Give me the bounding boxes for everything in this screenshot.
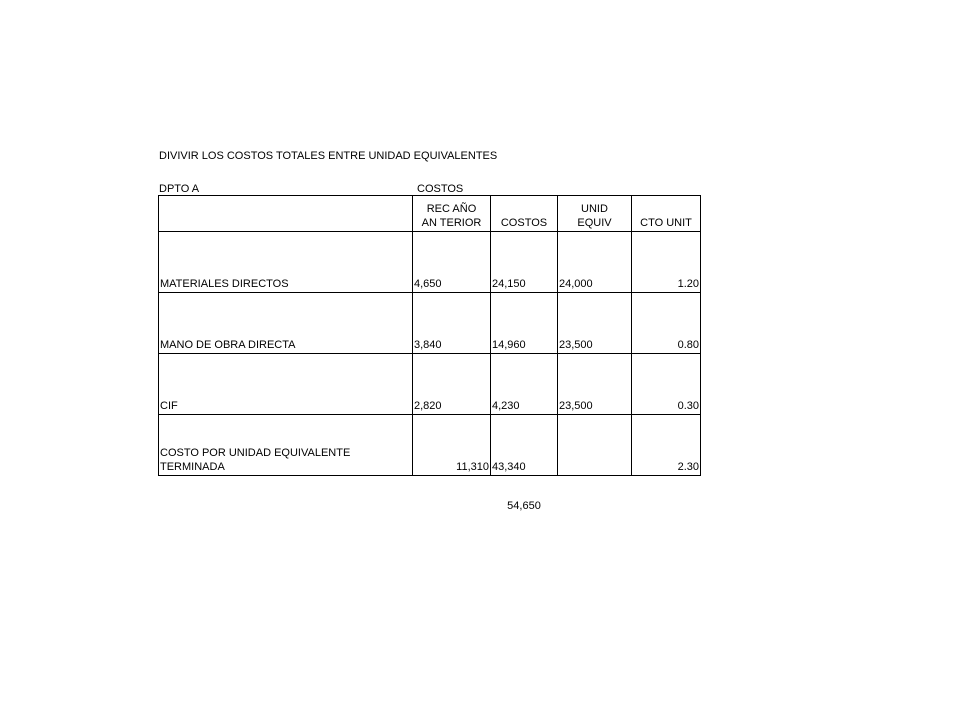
total-rec-value: 11,310 <box>413 415 491 476</box>
row-rec-value: 3,840 <box>413 293 491 354</box>
header-rec-ano-anterior <box>413 196 491 232</box>
row-cto-value: 0.80 <box>632 293 701 354</box>
header-rec-line1: REC AÑO <box>426 203 477 215</box>
total-row-label <box>159 415 413 476</box>
grand-total: 54,650 <box>507 500 541 512</box>
row-costos-value: 24,150 <box>491 232 558 293</box>
table-row <box>159 354 701 415</box>
row-unid-value: 23,500 <box>558 354 632 415</box>
row-cto-value: 0.30 <box>632 354 701 415</box>
total-unid-value <box>558 415 632 476</box>
row-unid-value: 24,000 <box>558 232 632 293</box>
table-row <box>159 293 701 354</box>
row-label: MANO DE OBRA DIRECTA <box>159 293 413 354</box>
row-rec-value: 2,820 <box>413 354 491 415</box>
total-label-line2: TERMINADA <box>160 461 225 473</box>
row-rec-value: 4,650 <box>413 232 491 293</box>
header-unid-line1: UNID <box>581 203 608 215</box>
header-rec-line2: AN TERIOR <box>421 217 482 229</box>
row-unid-value: 23,500 <box>558 293 632 354</box>
total-label-line1: COSTO POR UNIDAD EQUIVALENTE <box>160 447 351 459</box>
department-label: DPTO A <box>159 183 200 195</box>
total-costos-value: 43,340 <box>491 415 558 476</box>
table-header-row <box>159 196 701 232</box>
header-costos: COSTOS <box>491 196 558 232</box>
costos-section-label: COSTOS <box>417 183 464 195</box>
total-cto-value: 2.30 <box>632 415 701 476</box>
table-row <box>159 232 701 293</box>
header-unid-equiv <box>558 196 632 232</box>
row-cto-value: 1.20 <box>632 232 701 293</box>
total-row <box>159 415 701 476</box>
row-costos-value: 4,230 <box>491 354 558 415</box>
header-unid-line2: EQUIV <box>577 217 612 229</box>
cost-table <box>158 195 701 476</box>
row-label: CIF <box>159 354 413 415</box>
row-label: MATERIALES DIRECTOS <box>159 232 413 293</box>
header-label-cell <box>159 196 413 232</box>
row-costos-value: 14,960 <box>491 293 558 354</box>
page-title: DIVIVIR LOS COSTOS TOTALES ENTRE UNIDAD EQUIVALENTES <box>159 150 498 162</box>
header-cto-unit: CTO UNIT <box>632 196 701 232</box>
